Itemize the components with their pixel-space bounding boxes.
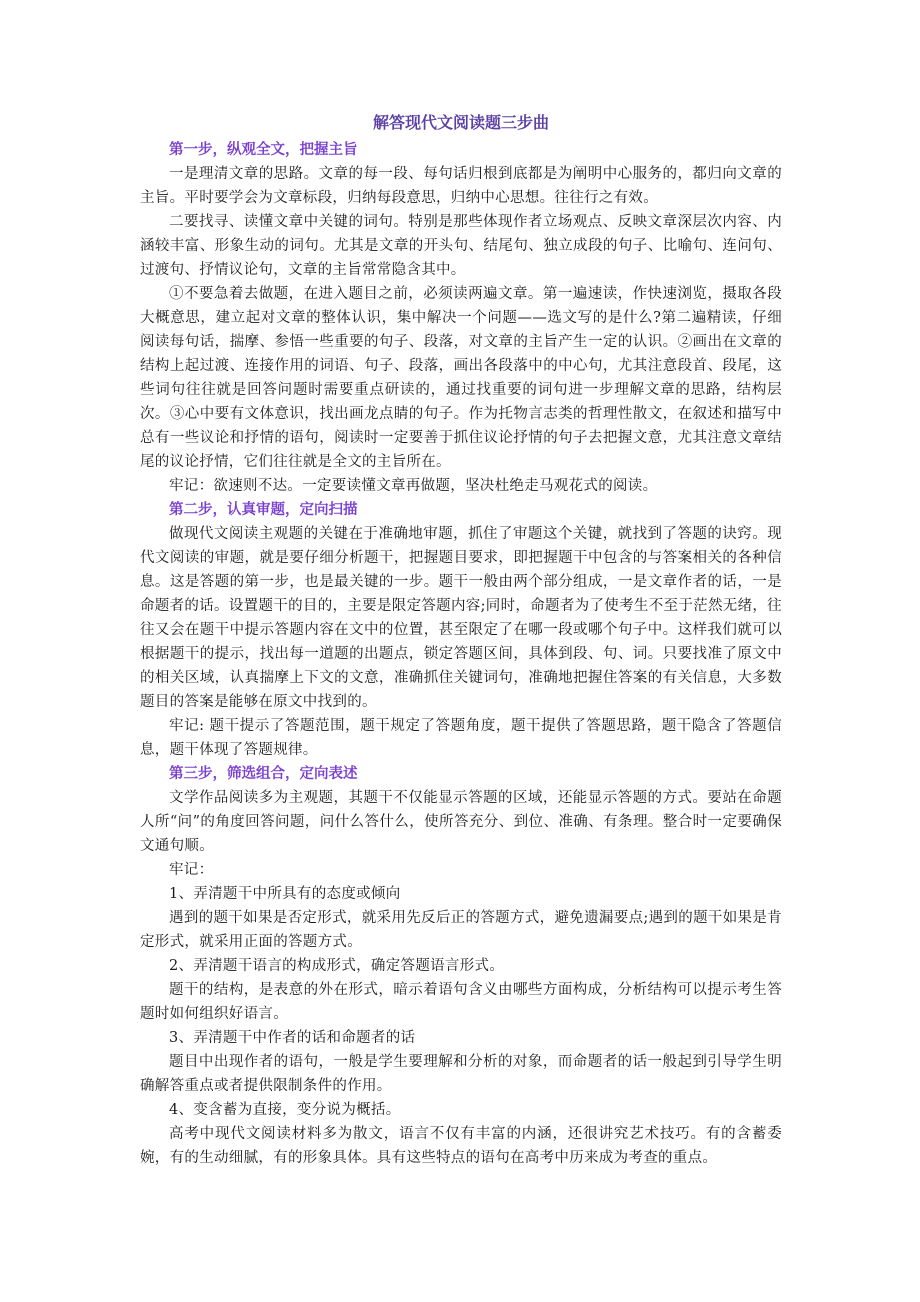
section-1 xyxy=(140,138,782,498)
list-item-heading: 4、变含蓄为直接，变分说为概括。 xyxy=(169,1102,401,1118)
section-heading: 第三步，筛选组合，定向表述 xyxy=(169,765,358,782)
list-item-heading: 2、弄清题干语言的构成形式，确定答题语言形式。 xyxy=(169,958,505,974)
paragraph: ①不要急着去做题，在进入题目之前，必须读两遍文章。第一遍速读，作快速浏览，摄取各段大概意思，建立起对文章的整体认识，集中解决一个问题——选文写的是什么?第二遍精读，仔细阅读每句话，揣摩、参悟一些重要的句子、段落，对文章的主旨产生一定的认识。②画出在文章的结构上起过渡、连接作用的词语、句子、段落，画出各段落中的中心句，尤其注意段首、段尾，这些词句往往就是回答问题时需要重点研读的，通过找重要的词句进一步理解文章的思路，结构层次。③心中要有文体意识，找出画龙点睛的句子。作为托物言志类的哲理性散文，在叙述和描写中总有一些议论和抒情的语句，阅读时一定要善于抓住议论抒情的句子去把握文意，尤其注意文章结尾的议论抒情，它们往往就是全文的主旨所在。 xyxy=(140,286,782,470)
document-title: 解答现代文阅读题三步曲 xyxy=(372,113,549,132)
paragraph: 遇到的题干如果是否定形式，就采用先反后正的答题方式，避免遗漏要点;遇到的题干如果是肯定形式，就采用正面的答题方式。 xyxy=(140,910,782,950)
paragraph: 牢记： xyxy=(169,862,214,878)
paragraph: 一是理清文章的思路。文章的每一段、每句话归根到底都是为阐明中心服务的，都归向文章的主旨。平时要学会为文章标段，归纳每段意思，归纳中心思想。往往行之有效。 xyxy=(140,166,782,206)
paragraph: 二要找寻、读懂文章中关键的词句。特别是那些体现作者立场观点、反映文章深层次内容、内涵较丰富、形象生动的词句。尤其是文章的开头句、结尾句、独立成段的句子、比喻句、连问句、过渡句、抒情议论句，文章的主旨常常隐含其中。 xyxy=(140,214,782,278)
paragraph: 文学作品阅读多为主观题，其题干不仅能显示答题的区域，还能显示答题的方式。要站在命题人所“问”的角度回答问题，问什么答什么，使所答充分、到位、准确、有条理。整合时一定要确保文通句顺。 xyxy=(140,790,782,854)
list-item-heading: 3、弄清题干中作者的话和命题者的话 xyxy=(169,1030,416,1046)
list-item-heading: 1、弄清题干中所具有的态度或倾向 xyxy=(169,886,401,902)
paragraph: 高考中现代文阅读材料多为散文，语言不仅有丰富的内涵，还很讲究艺术技巧。有的含蓄委婉，有的生动细腻，有的形象具体。具有这些特点的语句在高考中历来成为考查的重点。 xyxy=(140,1126,782,1166)
section-heading: 第二步，认真审题，定向扫描 xyxy=(169,501,358,518)
paragraph: 做现代文阅读主观题的关键在于准确地审题，抓住了审题这个关键，就找到了答题的诀窍。现代文阅读的审题，就是要仔细分析题干，把握题目要求，即把握题干中包含的与答案相关的各种信息。这是答题的第一步，也是最关键的一步。题干一般由两个部分组成，一是文章作者的话，一是命题者的话。设置题干的目的，主要是限定答题内容;同时，命题者为了使考生不至于茫然无绪，往往又会在题干中提示答题内容在文中的位置，甚至限定了在哪一段或哪个句子中。这样我们就可以根据题干的提示，找出每一道题的出题点，锁定答题区间，具体到段、句、词。只要找准了原文中的相关区域，认真揣摩上下文的文意，准确抓住关键词句，准确地把握住答案的有关信息，大多数题目的答案是能够在原文中找到的。 xyxy=(140,526,782,710)
section-2 xyxy=(140,498,782,762)
paragraph: 牢记：欲速则不达。一定要读懂文章再做题，坚决杜绝走马观花式的阅读。 xyxy=(169,478,658,494)
paragraph: 题干的结构，是表意的外在形式，暗示着语句含义由哪些方面构成，分析结构可以提示考生答题时如何组织好语言。 xyxy=(140,982,782,1022)
section-3 xyxy=(140,762,782,1170)
paragraph: 牢记: 题干提示了答题范围，题干规定了答题角度，题干提供了答题思路，题干隐含了答题信息，题干体现了答题规律。 xyxy=(140,718,782,758)
document-page xyxy=(140,108,782,1170)
paragraph: 题目中出现作者的语句，一般是学生要理解和分析的对象，而命题者的话一般起到引导学生明确解答重点或者提供限制条件的作用。 xyxy=(140,1054,782,1094)
section-heading: 第一步，纵观全文，把握主旨 xyxy=(169,141,358,158)
